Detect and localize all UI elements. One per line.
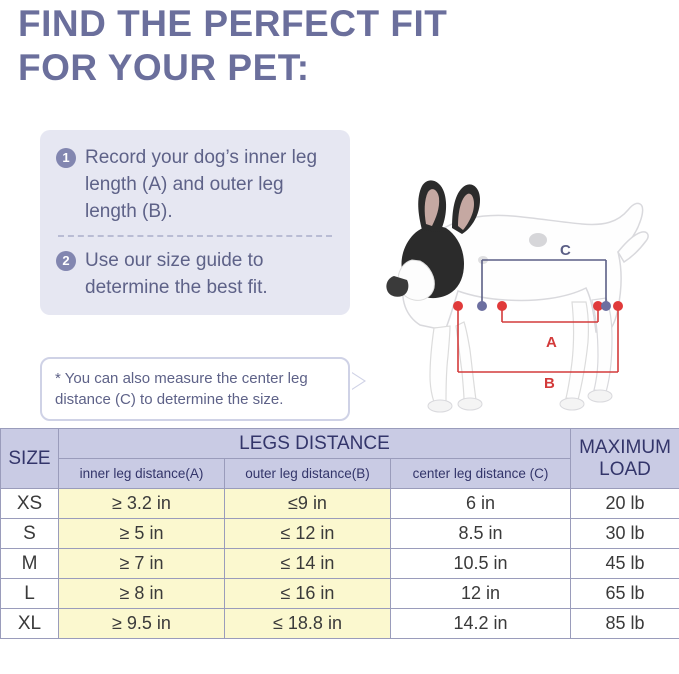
cell-center-leg: 8.5 in [391, 519, 571, 549]
cell-max-load: 30 lb [571, 519, 679, 549]
cell-outer-leg: ≤9 in [225, 489, 391, 519]
table-header-row-1 [1, 429, 679, 459]
step-text-2: Use our size guide to determine the best fit. [85, 250, 268, 298]
header-outer-leg-distance: outer leg distance(B) [225, 459, 391, 489]
dog-illustration [360, 110, 679, 425]
cell-inner-leg: ≥ 7 in [59, 549, 225, 579]
instruction-step-1 [56, 144, 334, 225]
cell-max-load: 45 lb [571, 549, 679, 579]
cell-center-leg: 12 in [391, 579, 571, 609]
cell-inner-leg: ≥ 8 in [59, 579, 225, 609]
table-row [1, 579, 679, 609]
cell-size: L [1, 579, 59, 609]
cell-outer-leg: ≤ 18.8 in [225, 609, 391, 639]
dog-measurement-diagram [360, 110, 679, 425]
cell-outer-leg: ≤ 14 in [225, 549, 391, 579]
table-row [1, 549, 679, 579]
steps-divider [58, 235, 332, 237]
measure-label-c: C [560, 242, 571, 259]
cell-max-load: 85 lb [571, 609, 679, 639]
cell-outer-leg: ≤ 16 in [225, 579, 391, 609]
note-callout: * You can also measure the center leg distance (C) to determine the size. [40, 357, 350, 421]
cell-inner-leg: ≥ 9.5 in [59, 609, 225, 639]
measure-label-a: A [546, 334, 557, 351]
page-title-line-2: FOR YOUR PET: [18, 47, 310, 88]
cell-center-leg: 10.5 in [391, 549, 571, 579]
table-row [1, 489, 679, 519]
header-size: SIZE [1, 429, 59, 489]
step-number-badge-1: 1 [56, 148, 76, 168]
size-guide-table [0, 428, 679, 639]
table-row [1, 519, 679, 549]
cell-size: S [1, 519, 59, 549]
cell-outer-leg: ≤ 12 in [225, 519, 391, 549]
header-inner-leg-distance: inner leg distance(A) [59, 459, 225, 489]
cell-inner-leg: ≥ 3.2 in [59, 489, 225, 519]
header-legs-distance: LEGS DISTANCE [59, 429, 571, 459]
cell-center-leg: 6 in [391, 489, 571, 519]
page-title-line-1: FIND THE PERFECT FIT [18, 3, 448, 44]
cell-inner-leg: ≥ 5 in [59, 519, 225, 549]
instructions-panel [40, 130, 350, 315]
instruction-step-2 [56, 247, 334, 301]
cell-size: XL [1, 609, 59, 639]
cell-size: XS [1, 489, 59, 519]
cell-center-leg: 14.2 in [391, 609, 571, 639]
page-title [18, 2, 658, 90]
header-center-leg-distance: center leg distance (C) [391, 459, 571, 489]
header-maximum-load: MAXIMUM LOAD [571, 429, 679, 489]
step-number-badge-2: 2 [56, 251, 76, 271]
cell-size: M [1, 549, 59, 579]
measure-label-b: B [544, 375, 555, 392]
table-row [1, 609, 679, 639]
cell-max-load: 65 lb [571, 579, 679, 609]
step-text-1: Record your dog’s inner leg length (A) and outer leg length (B). [85, 147, 318, 222]
cell-max-load: 20 lb [571, 489, 679, 519]
